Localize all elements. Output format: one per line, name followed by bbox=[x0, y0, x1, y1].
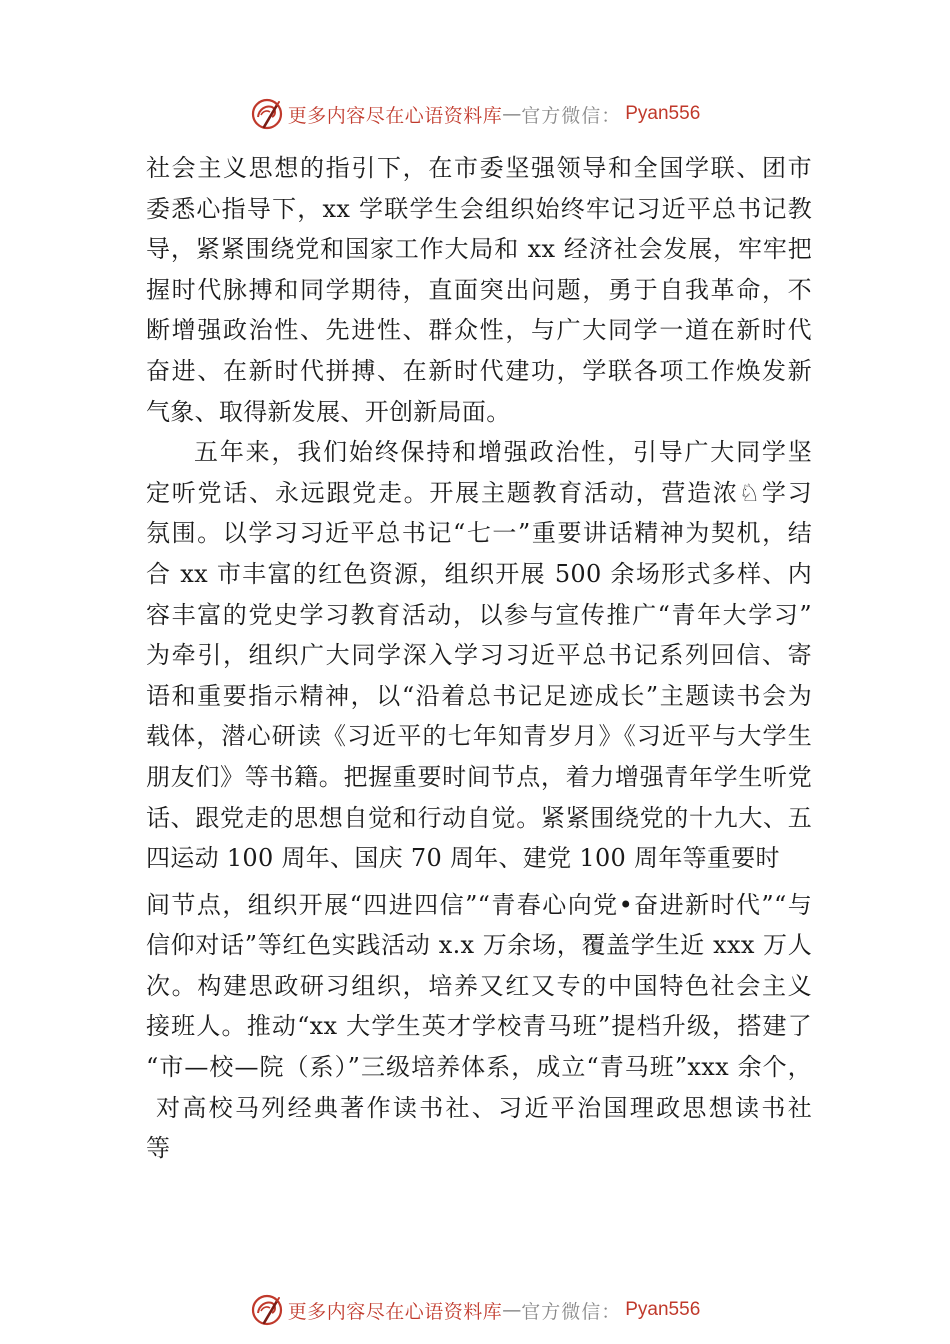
body-line: 四运动 100 周年、国庆 70 周年、建党 100 周年等重要时 bbox=[146, 844, 780, 873]
body-line: 对高校马列经典著作读书社、习近平治国理政思想读书社 bbox=[156, 1093, 812, 1122]
footer-separator: — bbox=[502, 1299, 522, 1321]
header-brand: 更多内容尽在心语资料库 bbox=[287, 104, 503, 127]
footer-account: Pyan556 bbox=[625, 1299, 701, 1320]
body-line: 朋友们》等书籍。把握重要时间节点，着力增强青年学生听党 bbox=[146, 762, 812, 791]
body-line: 奋进、在新时代拼搏、在新时代建功，学联各项工作焕发新 bbox=[146, 356, 812, 385]
body-line: 接班人。推动“xx 大学生英才学校青马班”提档升级，搭建了 bbox=[146, 1012, 812, 1041]
body-line: 气象、取得新发展、开创新局面。 bbox=[146, 397, 511, 426]
body-line: 氛围。以学习习近平总书记“七一”重要讲话精神为契机，结 bbox=[146, 519, 812, 548]
body-line: 定听党话、永远跟党走。开展主题教育活动，营造浓♘学习 bbox=[146, 478, 812, 507]
document-body bbox=[146, 148, 812, 1169]
footer-wechat-label: 官方微信： bbox=[521, 1300, 622, 1323]
body-line: 握时代脉搏和同学期待，直面突出问题，勇于自我革命，不 bbox=[146, 275, 812, 304]
body-line: 导，紧紧围绕党和国家工作大局和 xx 经济社会发展，牢牢把 bbox=[146, 235, 812, 264]
header-banner bbox=[0, 94, 950, 134]
footer-banner bbox=[0, 1290, 950, 1330]
header-separator: — bbox=[502, 103, 522, 125]
brain-pen-logo-icon bbox=[250, 1293, 284, 1327]
body-line: 话、跟党走的思想自觉和行动自觉。紧紧围绕党的十九大、五 bbox=[146, 803, 812, 832]
body-line: 载体，潜心研读《习近平的七年知青岁月》《习近平与大学生 bbox=[146, 722, 812, 751]
body-line: 委悉心指导下，xx 学联学生会组织始终牢记习近平总书记教 bbox=[146, 194, 812, 223]
body-line: 次。构建思政研习组织，培养又红又专的中国特色社会主义 bbox=[146, 971, 812, 1000]
brain-pen-logo-icon bbox=[250, 97, 284, 131]
paragraph-start-line: 五年来，我们始终保持和增强政治性，引导广大同学坚 bbox=[194, 438, 812, 467]
header-account: Pyan556 bbox=[625, 103, 701, 124]
body-line: 为牵引，组织广大同学深入学习习近平总书记系列回信、寄 bbox=[146, 641, 812, 670]
body-line: 间节点，组织开展“四进四信”“青春心向党•奋进新时代”“与 bbox=[146, 890, 812, 919]
body-line: 社会主义思想的指引下，在市委坚强领导和全国学联、团市 bbox=[146, 154, 812, 182]
body-line: 断增强政治性、先进性、群众性，与广大同学一道在新时代 bbox=[146, 316, 812, 345]
body-line: 等 bbox=[146, 1134, 171, 1163]
body-line: “市—校—院（系）”三级培养体系，成立“青马班”xxx 余个， bbox=[146, 1053, 812, 1082]
footer-brand: 更多内容尽在心语资料库 bbox=[287, 1300, 503, 1323]
body-line: 信仰对话”等红色实践活动 x.x 万余场，覆盖学生近 xxx 万人 bbox=[146, 931, 812, 960]
body-line: 合 xx 市丰富的红色资源，组织开展 500 余场形式多样、内 bbox=[146, 559, 812, 588]
body-line: 语和重要指示精神，以“沿着总书记足迹成长”主题读书会为 bbox=[146, 681, 812, 710]
header-wechat-label: 官方微信： bbox=[521, 104, 622, 127]
body-line: 容丰富的党史学习教育活动，以参与宣传推广“青年大学习” bbox=[146, 600, 812, 629]
